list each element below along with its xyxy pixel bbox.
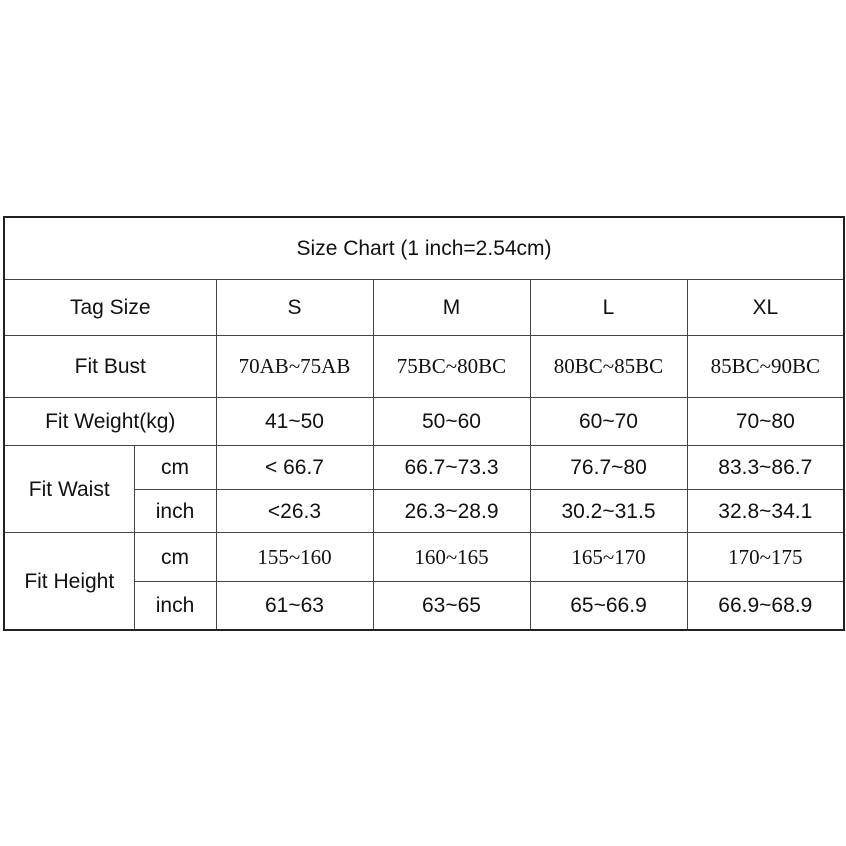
fit-height-inch-m: 63~65 bbox=[373, 582, 530, 631]
fit-waist-inch-l: 30.2~31.5 bbox=[530, 490, 687, 533]
chart-title: Size Chart (1 inch=2.54cm) bbox=[4, 217, 844, 280]
fit-waist-cm-xl: 83.3~86.7 bbox=[687, 446, 844, 490]
size-l-header: L bbox=[530, 280, 687, 336]
fit-waist-label: Fit Waist bbox=[4, 446, 134, 533]
fit-height-cm-l: 165~170 bbox=[530, 533, 687, 582]
fit-bust-label: Fit Bust bbox=[4, 336, 216, 398]
fit-waist-cm-m: 66.7~73.3 bbox=[373, 446, 530, 490]
fit-height-label: Fit Height bbox=[4, 533, 134, 631]
fit-waist-inch-xl: 32.8~34.1 bbox=[687, 490, 844, 533]
size-s-header: S bbox=[216, 280, 373, 336]
fit-weight-label: Fit Weight(kg) bbox=[4, 398, 216, 446]
fit-bust-m: 75BC~80BC bbox=[373, 336, 530, 398]
title-row bbox=[4, 217, 844, 280]
fit-height-cm-m: 160~165 bbox=[373, 533, 530, 582]
size-xl-header: XL bbox=[687, 280, 844, 336]
fit-weight-s: 41~50 bbox=[216, 398, 373, 446]
size-chart-table bbox=[3, 216, 845, 631]
fit-weight-l: 60~70 bbox=[530, 398, 687, 446]
tag-size-label: Tag Size bbox=[4, 280, 216, 336]
fit-waist-cm-l: 76.7~80 bbox=[530, 446, 687, 490]
size-m-header: M bbox=[373, 280, 530, 336]
fit-height-inch-l: 65~66.9 bbox=[530, 582, 687, 631]
fit-height-cm-unit: cm bbox=[134, 533, 216, 582]
tag-size-row bbox=[4, 280, 844, 336]
fit-waist-cm-row bbox=[4, 446, 844, 490]
fit-height-inch-s: 61~63 bbox=[216, 582, 373, 631]
fit-bust-row bbox=[4, 336, 844, 398]
fit-bust-l: 80BC~85BC bbox=[530, 336, 687, 398]
fit-height-cm-s: 155~160 bbox=[216, 533, 373, 582]
fit-waist-cm-s: < 66.7 bbox=[216, 446, 373, 490]
fit-height-cm-xl: 170~175 bbox=[687, 533, 844, 582]
fit-waist-inch-m: 26.3~28.9 bbox=[373, 490, 530, 533]
fit-waist-cm-unit: cm bbox=[134, 446, 216, 490]
fit-waist-inch-unit: inch bbox=[134, 490, 216, 533]
fit-weight-m: 50~60 bbox=[373, 398, 530, 446]
fit-height-cm-row bbox=[4, 533, 844, 582]
fit-weight-row bbox=[4, 398, 844, 446]
fit-weight-xl: 70~80 bbox=[687, 398, 844, 446]
fit-height-inch-xl: 66.9~68.9 bbox=[687, 582, 844, 631]
fit-height-inch-unit: inch bbox=[134, 582, 216, 631]
fit-bust-xl: 85BC~90BC bbox=[687, 336, 844, 398]
fit-waist-inch-s: <26.3 bbox=[216, 490, 373, 533]
fit-bust-s: 70AB~75AB bbox=[216, 336, 373, 398]
